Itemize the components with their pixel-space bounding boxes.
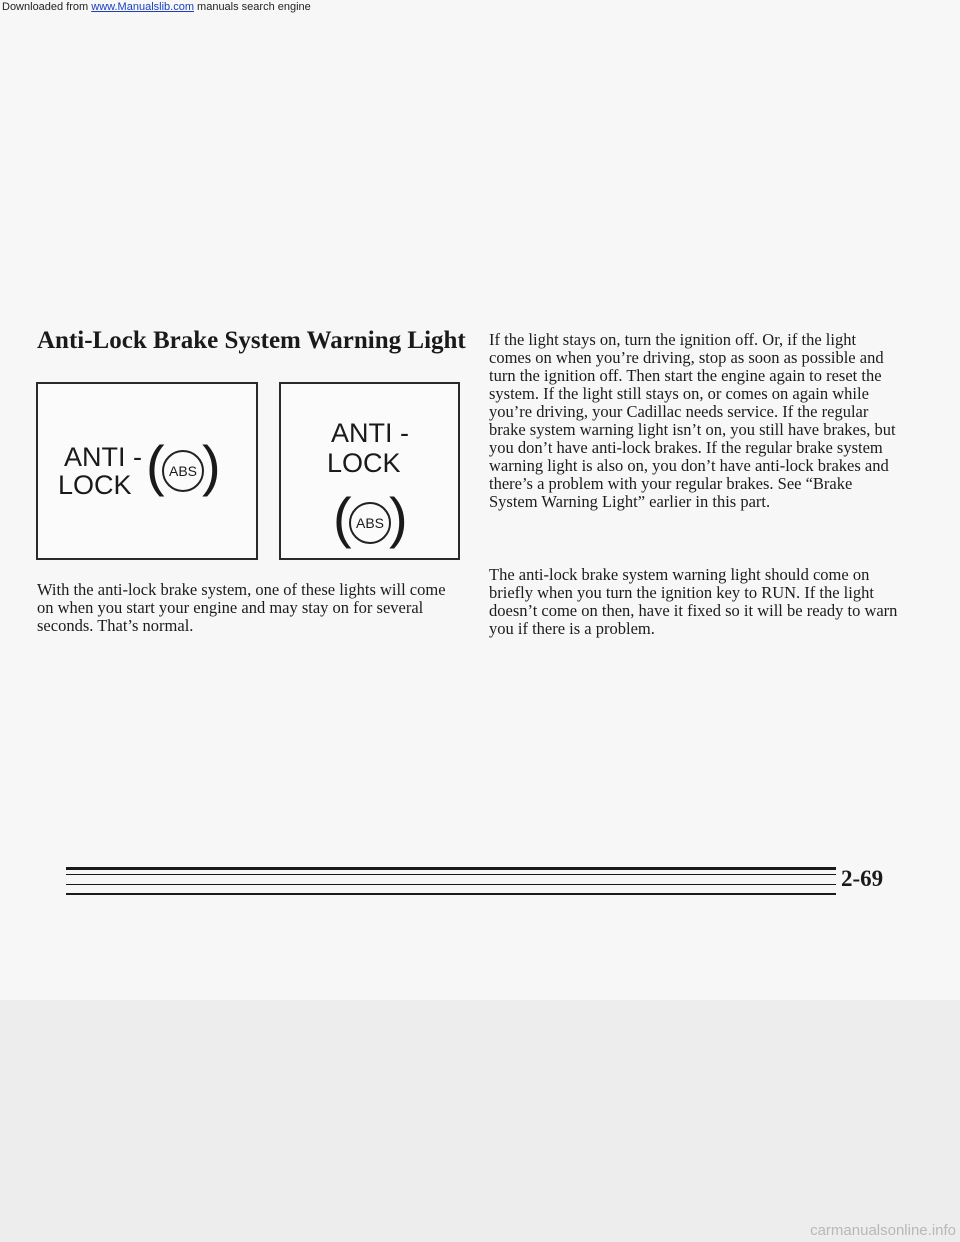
page-number: 2-69 <box>841 866 884 891</box>
footer-rule-thin <box>66 884 836 885</box>
body-paragraph-left: With the anti-lock brake system, one of these lights will come on when you start your engine and may stay on for several seconds. That’s normal. <box>37 580 446 635</box>
watermark: carmanualsonline.info <box>810 1222 956 1239</box>
footer-rule-medium <box>66 893 836 895</box>
icon-label-anti: ANTI - <box>331 418 409 448</box>
icon-label-lock: LOCK <box>58 470 132 500</box>
abs-left-arc-icon: ( <box>333 486 352 549</box>
abs-symbol-text: ABS <box>355 515 384 531</box>
page-title: Anti-Lock Brake System Warning Light <box>37 327 466 354</box>
abs-left-arc-icon: ( <box>146 434 165 497</box>
abs-right-arc-icon: ) <box>202 434 221 497</box>
page-bottom-area <box>0 1000 960 1242</box>
footer-rule-thin <box>66 874 836 875</box>
icon-label-anti: ANTI - <box>64 442 142 472</box>
download-suffix: manuals search engine <box>193 1 311 13</box>
body-paragraph-right-2: The anti-lock brake system warning light should come on briefly when you turn the ignition key to RUN. If the light doesn’t come on then, have it fixed so it will be ready to warn you if there is a problem. <box>489 565 898 638</box>
download-source-line <box>2 1 311 13</box>
abs-symbol-text: ABS <box>168 463 197 479</box>
abs-right-arc-icon: ) <box>389 486 408 549</box>
anti-lock-warning-icon-vertical <box>279 382 460 560</box>
footer-rule-thick <box>66 867 836 870</box>
icon-label-lock: LOCK <box>327 448 401 478</box>
manualslib-link[interactable]: www.Manualslib.com <box>91 1 194 13</box>
anti-lock-warning-icon-horizontal <box>36 382 258 560</box>
body-paragraph-right-1: If the light stays on, turn the ignition off. Or, if the light comes on when you’re driving, stop as soon as possible and turn the ignition off. Then start the engine again to reset the system. If the light still stays on, or comes on again while you’re driving, your Cadillac needs service. If the regular brake system warning light isn’t on, you still have brakes, but you don’t have anti-lock brakes. If the regular brake system warning light is also on, you don’t have anti-lock brakes and there’s a problem with your regular brakes. See “Brake System Warning Light” earlier in this part. <box>489 330 896 511</box>
download-prefix: Downloaded from <box>2 1 92 13</box>
abs-circle-icon <box>349 502 391 544</box>
abs-circle-icon <box>162 450 204 492</box>
